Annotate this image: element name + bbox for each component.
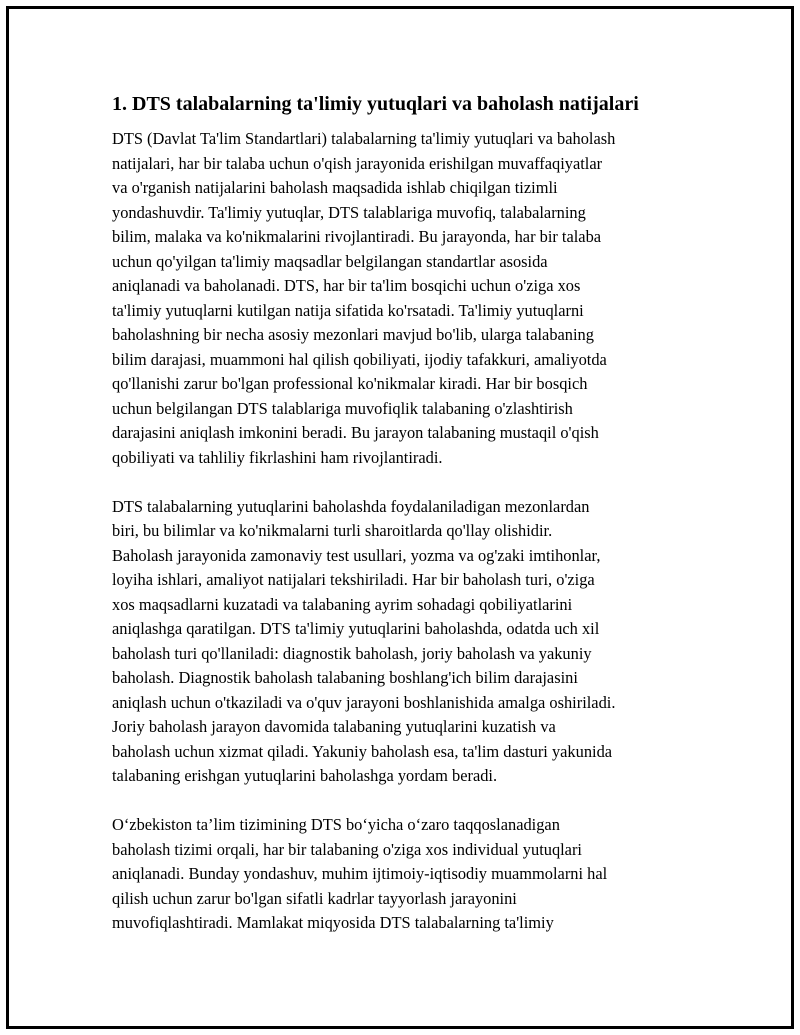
paragraph-2 [112, 495, 697, 789]
text-line: aniqlashga qaratilgan. DTS ta'limiy yutuqlarini baholashda, odatda uch xil [112, 619, 600, 638]
text-line: aniqlash uchun o'tkaziladi va o'quv jarayoni boshlanishida amalga oshiriladi. [112, 692, 616, 712]
text-line: uchun belgilangan DTS talablariga muvofiqlik talabaning o'zlashtirish [112, 398, 573, 418]
text-line: xos maqsadlarni kuzatadi va talabaning ayrim sohadagi qobiliyatlarini [112, 594, 573, 614]
section-heading: 1. DTS talabalarning ta'limiy yutuqlari va baholash natijalari [112, 93, 639, 115]
text-line: bilim darajasi, muammoni hal qilish qobiliyati, ijodiy tafakkuri, amaliyotda [112, 349, 607, 369]
text-line: Joriy baholash jarayon davomida talabaning yutuqlarini kuzatish va [112, 717, 556, 736]
text-line: va o'rganish natijalarini baholash maqsadida ishlab chiqilgan tizimli [112, 178, 558, 197]
text-line: yondashuvdir. Ta'limiy yutuqlar, DTS talablariga muvofiq, talabalarning [112, 202, 586, 222]
text-line: Baholash jarayonida zamonaviy test usullari, yozma va og'zaki imtihonlar, [112, 545, 601, 565]
text-line: loyiha ishlari, amaliyot natijalari tekshiriladi. Har bir baholash turi, o'ziga [112, 570, 595, 589]
text-line: DTS (Davlat Ta'lim Standartlari) talabalarning ta'limiy yutuqlari va baholash [112, 129, 616, 148]
text-line: baholash uchun xizmat qiladi. Yakuniy baholash esa, ta'lim dasturi yakunida [112, 741, 613, 761]
text-line: muvofiqlashtiradi. Mamlakat miqyosida DTS talabalarning ta'limiy [112, 913, 554, 932]
text-line: DTS talabalarning yutuqlarini baholashda foydalaniladigan mezonlardan [112, 496, 590, 516]
text-line: ta'limiy yutuqlarni kutilgan natija sifatida ko'rsatadi. Ta'limiy yutuqlarni [112, 300, 584, 320]
text-line: baholashning bir necha asosiy mezonlari mavjud bo'lib, ularga talabaning [112, 325, 594, 344]
text-line: biri, bu bilimlar va ko'nikmalarni turli sharoitlarda qo'llay olishidir. [112, 521, 553, 540]
paragraph-1 [112, 127, 697, 470]
text-line: baholash turi qo'llaniladi: diagnostik baholash, joriy baholash va yakuniy [112, 643, 592, 663]
text-line: qilish uchun zarur bo'lgan sifatli kadrlar tayyorlash jarayonini [112, 888, 517, 908]
text-line: baholash tizimi orqali, har bir talabaning o'ziga xos individual yutuqlari [112, 839, 582, 859]
text-line: O‘zbekiston ta’lim tizimining DTS bo‘yicha o‘zaro taqqoslanadigan [112, 815, 560, 834]
text-line: aniqlanadi. Bunday yondashuv, muhim ijtimoiy-iqtisodiy muammolarni hal [112, 864, 608, 883]
paragraph-3 [112, 813, 697, 936]
text-line: natijalari, har bir talaba uchun o'qish jarayonida erishilgan muvaffaqiyatlar [112, 153, 603, 173]
text-line: aniqlanadi va baholanadi. DTS, har bir ta'lim bosqichi uchun o'ziga xos [112, 276, 581, 295]
text-line: baholash. Diagnostik baholash talabaning boshlang'ich bilim darajasini [112, 668, 578, 687]
text-line: qobiliyati va tahliliy fikrlashini ham rivojlantiradi. [112, 447, 443, 467]
text-line: qo'llanishi zarur bo'lgan professional ko'nikmalar kiradi. Har bir bosqich [112, 374, 588, 393]
document-content [112, 90, 697, 960]
text-line: darajasini aniqlash imkonini beradi. Bu jarayon talabaning mustaqil o'qish [112, 423, 599, 442]
text-line: bilim, malaka va ko'nikmalarini rivojlantiradi. Bu jarayonda, har bir talaba [112, 227, 602, 246]
text-line: talabaning erishgan yutuqlarini baholashga yordam beradi. [112, 766, 498, 785]
text-line: uchun qo'yilgan ta'limiy maqsadlar belgilangan standartlar asosida [112, 251, 548, 271]
